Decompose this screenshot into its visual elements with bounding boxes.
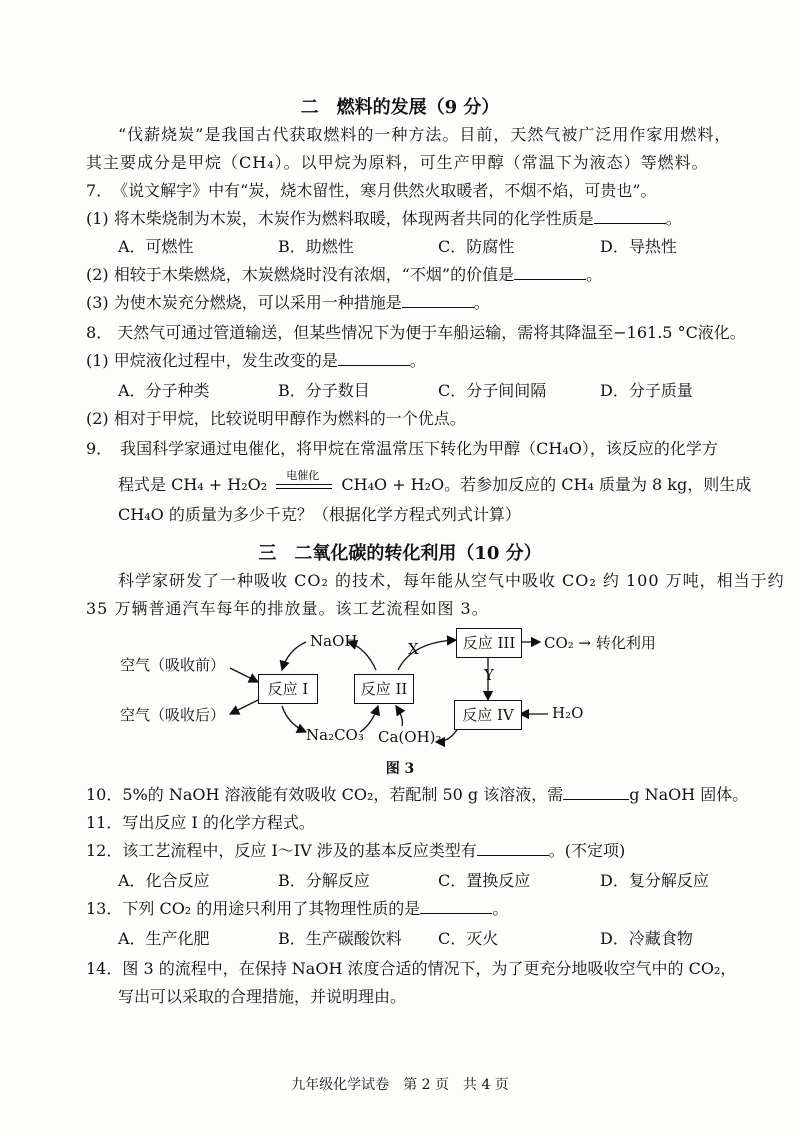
q8-sub1-text: (1) 甲烷液化过程中，发生改变的是 (86, 351, 338, 370)
q7-stem: 7． 《说文解字》中有“炭，烧木留性，寒月供然火取暖者，不烟不焰，可贵也”。 (86, 181, 657, 200)
q9-line3: CH₄O 的质量为多少千克？（根据化学方程式列式计算） (118, 505, 521, 524)
answer-blank[interactable] (402, 293, 474, 308)
option-b[interactable]: B．助燃性 (278, 237, 354, 256)
answer-blank[interactable] (594, 209, 666, 224)
reaction-1-box: 反应 I (258, 674, 318, 704)
q9-line1: 9． 我国科学家通过电催化，将甲烷在常温常压下转化为甲醇（CH₄O），该反应的化学方 (86, 439, 718, 458)
reaction-3-box: 反应 III (456, 628, 522, 658)
q7-sub3-end: 。 (473, 293, 490, 312)
q7-sub2-text: (2) 相较于木柴燃烧，木炭燃烧时没有浓烟，“不烟”的价值是 (86, 265, 515, 284)
figure-caption: 图 3 (385, 761, 415, 777)
q13 (86, 898, 508, 920)
q7-sub1-options (118, 236, 677, 258)
q10-end: g NaOH 固体。 (629, 785, 749, 804)
q11: 11．写出反应 I 的化学方程式。 (86, 813, 315, 832)
reaction-2-box: 反应 II (354, 674, 414, 704)
q9-equation-sign (272, 468, 336, 497)
option-d[interactable]: D．导热性 (600, 237, 677, 256)
section2-intro-line2: 其主要成分是甲烷（CH₄）。以甲烷为原料，可生产甲醇（常温下为液态）等燃料。 (86, 153, 709, 172)
q8-sub2: (2) 相对于甲烷，比较说明甲醇作为燃料的一个优点。 (86, 409, 466, 428)
q8-stem: 8． 天然气可通过管道输送，但某些情况下为便于车船运输，需将其降温至−161.5 °C液化。 (86, 323, 746, 342)
option-b[interactable]: B．分子数目 (278, 381, 370, 400)
option-a[interactable]: A．分子种类 (118, 381, 210, 400)
option-d[interactable]: D．冷藏食物 (600, 929, 693, 948)
option-b[interactable]: B．分解反应 (278, 871, 370, 890)
q8-sub1-options (118, 380, 693, 402)
option-d[interactable]: D．分子质量 (600, 381, 693, 400)
q12-end: 。(不定项) (548, 841, 626, 860)
air-after-label: 空气（吸收后） (120, 706, 226, 724)
q9-condition: 电催化 (286, 468, 320, 482)
equals-line-top (276, 484, 332, 485)
q14-line2: 写出可以采取的合理措施，并说明理由。 (118, 987, 407, 1006)
option-b[interactable]: B．生产碳酸饮料 (278, 929, 402, 948)
answer-blank[interactable] (477, 841, 549, 856)
answer-blank[interactable] (514, 265, 586, 280)
option-c[interactable]: C．防腐性 (438, 237, 515, 256)
q7-sub1-end: 。 (665, 209, 682, 228)
q7-sub1-text: (1) 将木柴烧制为木炭，木炭作为燃料取暖，体现两者共同的化学性质是 (86, 209, 594, 228)
q9-equation-right: CH₄O + H₂O。若参加反应的 CH₄ 质量为 8 kg，则生成 (341, 475, 752, 494)
q13-end: 。 (492, 899, 509, 918)
page-footer: 九年级化学试卷 第 2 页 共 4 页 (291, 1077, 509, 1093)
q7-sub3-text: (3) 为使木炭充分燃烧，可以采用一种措施是 (86, 293, 402, 312)
co2-use-label: CO₂ → 转化利用 (544, 634, 656, 652)
option-c[interactable]: C．分子间间隔 (438, 381, 547, 400)
reaction-4-box: 反应 IV (454, 700, 522, 730)
y-label: Y (484, 666, 494, 684)
q9-equation-left: 程式是 CH₄ + H₂O₂ (118, 475, 268, 494)
q9-line2 (118, 468, 752, 497)
option-c[interactable]: C．灭火 (438, 929, 499, 948)
q8-sub1 (86, 350, 426, 372)
q7-sub3 (86, 292, 490, 314)
h2o-label: H₂O (552, 704, 584, 722)
q7-sub1 (86, 208, 682, 230)
q8-sub1-end: 。 (409, 351, 426, 370)
q10 (86, 784, 748, 806)
q10-text: 10．5%的 NaOH 溶液能有效吸收 CO₂，若配制 50 g 该溶液，需 (86, 785, 564, 804)
section3-title: 三 二氧化碳的转化利用（10 分） (258, 543, 542, 564)
option-c[interactable]: C．置换反应 (438, 871, 531, 890)
air-before-label: 空气（吸收前） (120, 656, 226, 674)
option-a[interactable]: A．可燃性 (118, 237, 194, 256)
answer-blank[interactable] (338, 351, 410, 366)
option-a[interactable]: A．化合反应 (118, 871, 210, 890)
q13-options (118, 928, 693, 950)
option-d[interactable]: D．复分解反应 (600, 871, 709, 890)
section2-intro-line1: “伐薪烧炭”是我国古代获取燃料的一种方法。目前，天然气被广泛用作家用燃料， (118, 125, 732, 144)
answer-blank[interactable] (420, 899, 492, 914)
equals-line-bottom (276, 488, 332, 489)
option-a[interactable]: A．生产化肥 (118, 929, 210, 948)
process-flow-diagram (120, 620, 720, 755)
q14-line1: 14．图 3 的流程中，在保持 NaOH 浓度合适的情况下，为了更充分地吸收空气中的 CO₂， (86, 959, 737, 978)
na2co3-label: Na₂CO₃ (306, 726, 364, 744)
x-label: X (408, 640, 419, 658)
q7-sub2 (86, 264, 602, 286)
q13-text: 13．下列 CO₂ 的用途只利用了其物理性质的是 (86, 899, 421, 918)
section3-intro-line1: 科学家研发了一种吸收 CO₂ 的技术，每年能从空气中吸收 CO₂ 约 100 万吨，相当于约 (118, 571, 785, 590)
section3-intro-line2: 35 万辆普通汽车每年的排放量。该工艺流程如图 3。 (86, 599, 489, 618)
section2-title: 二 燃料的发展（9 分） (300, 97, 500, 118)
q12-text: 12．该工艺流程中，反应 I～IV 涉及的基本反应类型有 (86, 841, 477, 860)
answer-blank[interactable] (563, 785, 629, 800)
q7-sub2-end: 。 (586, 265, 603, 284)
caoh2-label: Ca(OH)₂ (378, 728, 442, 746)
q12 (86, 840, 625, 862)
q12-options (118, 870, 709, 892)
naoh-label: NaOH (310, 632, 358, 650)
